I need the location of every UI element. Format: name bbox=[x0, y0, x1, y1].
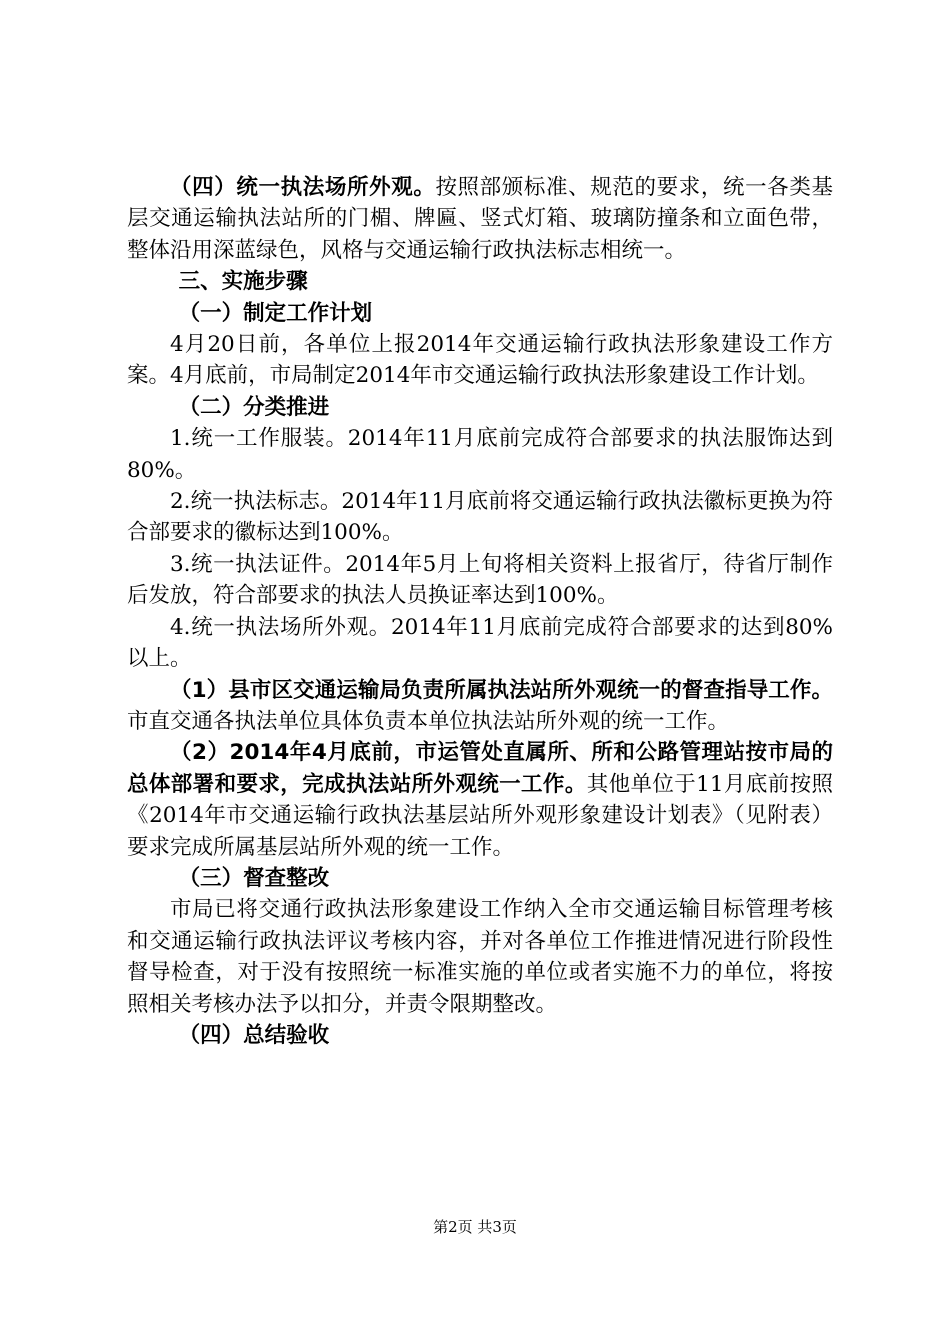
section-appearance-heading: （四）统一执法场所外观。 bbox=[170, 175, 436, 200]
document-body bbox=[127, 172, 833, 1051]
work-plan-heading: （一）制定工作计划 bbox=[178, 300, 373, 326]
sub-item-1-heading: （1）县市区交通运输局负责所属执法站所外观统一的督查指导工作。 bbox=[170, 677, 833, 703]
list-item-uniform: 1.统一工作服装。2014年11月底前完成符合部要求的执法服饰达到80%。 bbox=[127, 426, 833, 483]
list-item-appearance: 4.统一执法场所外观。2014年11月底前完成符合部要求的达到80%以上。 bbox=[127, 614, 833, 672]
sub-item-2 bbox=[127, 737, 833, 863]
sub-item-1-text: 市直交通各执法单位具体负责本单位执法站所外观的统一工作。 bbox=[127, 708, 730, 734]
inspection-heading: （三）督查整改 bbox=[178, 865, 330, 891]
section-appearance-paragraph bbox=[127, 172, 833, 266]
inspection-paragraph: 市局已将交通行政执法形象建设工作纳入全市交通运输目标管理考核和交通运输行政执法评议考核内容，并对各单位工作推进情况进行阶段性督导检查，对于没有按照统一标准实施的单位或者实施不力的单位，将按照相关考核办法予以扣分，并责令限期整改。 bbox=[127, 897, 833, 1017]
list-item-emblem: 2.统一执法标志。2014年11月底前将交通运输行政执法徽标更换为符合部要求的徽标达到100%。 bbox=[127, 489, 833, 546]
classified-advance-heading: （二）分类推进 bbox=[178, 394, 330, 420]
sub-item-2-heading: （2）2014年4月底前，市运管处直属所、所和公路管理站按市局的总体部署和要求，完成执法站所外观统一工作。 bbox=[127, 740, 833, 797]
work-plan-paragraph: 4月20日前，各单位上报2014年交通运输行政执法形象建设工作方案。4月底前，市局制定2014年市交通运输行政执法形象建设工作计划。 bbox=[127, 332, 833, 389]
list-item-certificate: 3.统一执法证件。2014年5月上旬将相关资料上报省厅，待省厅制作后发放，符合部要求的执法人员换证率达到100%。 bbox=[127, 551, 833, 609]
section-appearance-text: 按照部颁标准、规范的要求，统一各类基层交通运输执法站所的门楣、牌匾、竖式灯箱、玻璃防撞条和立面色带，整体沿用深蓝绿色，风格与交通运输行政执法标志相统一。 bbox=[127, 175, 833, 263]
sub-item-1 bbox=[127, 675, 833, 738]
page-footer: 第2页 共3页 bbox=[433, 1218, 517, 1236]
sub-item-2-text: 其他单位于11月底前按照《2014年市交通运输行政执法基层站所外观形象建设计划表》（见附表）要求完成所属基层站所外观的统一工作。 bbox=[127, 771, 833, 860]
summary-acceptance-heading: （四）总结验收 bbox=[178, 1022, 330, 1048]
implementation-steps-heading: 三、实施步骤 bbox=[178, 269, 308, 295]
